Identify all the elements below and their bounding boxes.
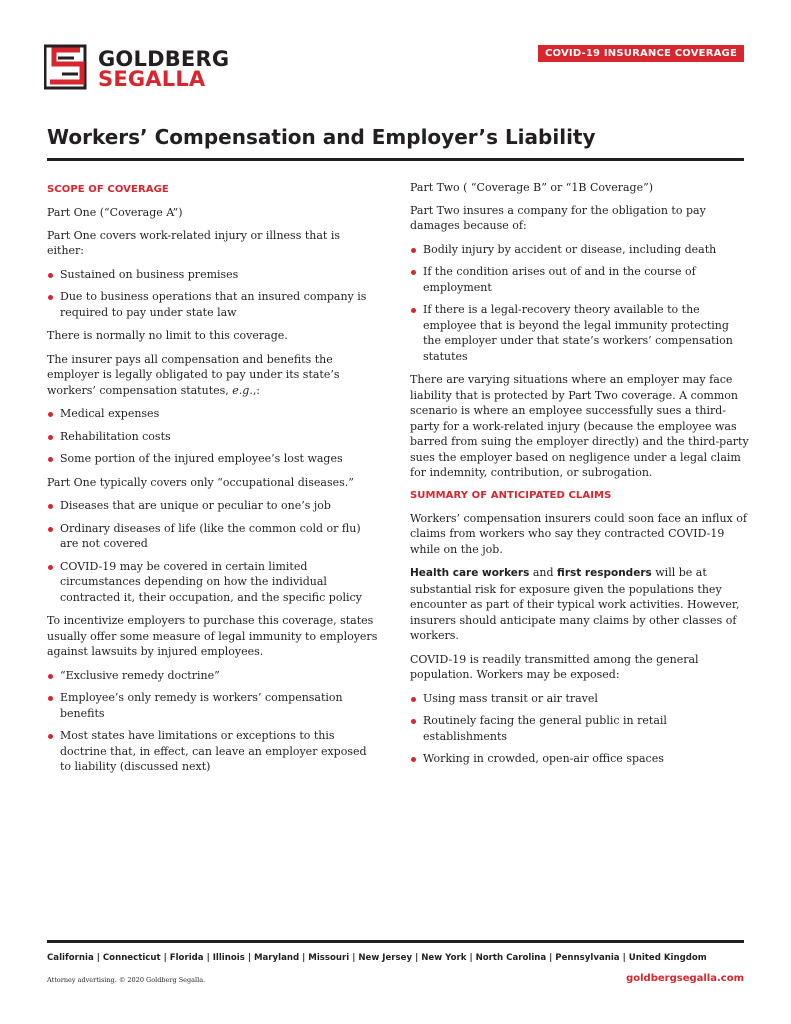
legal-notice: Attorney advertising. © 2020 Goldberg Segalla.	[47, 976, 206, 984]
list-item: Due to business operations that an insured company is required to pay under state law	[47, 289, 379, 320]
eg-text: e.g.	[232, 383, 253, 397]
left-column	[47, 180, 379, 783]
and-text: and	[529, 566, 558, 579]
list-item: COVID-19 may be covered in certain limited circumstances depending on how the individual contracted it, their occupation, and the specific policy	[47, 559, 379, 606]
gs-monogram-icon	[44, 44, 92, 92]
bullet-list-part-two	[410, 242, 750, 365]
section-heading-scope: SCOPE OF COVERAGE	[47, 184, 169, 195]
bullet-list-exposure	[410, 691, 750, 767]
paragraph-insurers-influx: Workers’ compensation insurers could soon face an influx of claims from workers who say they contracted COVID-19 while on the job.	[410, 511, 747, 556]
subheading-part-two: Part Two ( “Coverage B” or “1B Coverage”)	[410, 181, 653, 194]
paragraph-incentivize: To incentivize employers to purchase this coverage, states usually offer some measure of legal immunity to employers against lawsuits by injured employees.	[47, 614, 378, 658]
goldberg-segalla-logo	[44, 44, 244, 94]
paragraph-part-one-intro: Part One covers work-related injury or illness that is either:	[47, 228, 340, 257]
list-item: Using mass transit or air travel	[410, 691, 750, 707]
right-column	[410, 180, 750, 775]
paragraph-no-limit: There is normally no limit to this coverage.	[47, 329, 288, 342]
list-item: Ordinary diseases of life (like the common cold or flu) are not covered	[47, 521, 379, 552]
bullet-list-part-one	[47, 267, 379, 321]
website-link[interactable]: goldbergsegalla.com	[626, 973, 744, 984]
list-item: Diseases that are unique or peculiar to one’s job	[47, 498, 379, 514]
paragraph-occupational: Part One typically covers only “occupational diseases.”	[47, 475, 354, 489]
category-tag: COVID-19 INSURANCE COVERAGE	[538, 45, 744, 62]
list-item: If there is a legal-recovery theory available to the employee that is beyond the legal immunity protecting the employer under that state’s workers’ compensation statutes	[410, 302, 750, 364]
bold-first-responders: first responders	[557, 567, 652, 579]
list-item: Bodily injury by accident or disease, including death	[410, 242, 750, 258]
list-item: Employee’s only remedy is workers’ compensation benefits	[47, 690, 379, 721]
page-title: Workers’ Compensation and Employer’s Liability	[47, 125, 596, 149]
list-item: Working in crowded, open-air office spaces	[410, 751, 750, 767]
bullet-list-exclusive-remedy	[47, 668, 379, 775]
list-item: Medical expenses	[47, 406, 379, 422]
paragraph-part-two-intro: Part Two insures a company for the obligation to pay damages because of:	[410, 203, 706, 232]
paragraph-varying-situations: There are varying situations where an employer may face liability that is protected by Part Two coverage. A common scenario is where an employee successfully sues a third-party for a work-related injury (because the employee was barred from suing the employer directly) and the third-party sues the employer based on negligence under a legal claim for indemnity, contribution, or subrogation.	[410, 373, 749, 479]
paragraph-health-care	[410, 565, 750, 644]
section-heading-claims: SUMMARY OF ANTICIPATED CLAIMS	[410, 489, 612, 501]
list-item: “Exclusive remedy doctrine”	[47, 668, 379, 684]
logo-text-segalla: SEGALLA	[98, 67, 206, 91]
logo-text-goldberg: GOLDBERG	[98, 47, 230, 71]
bullet-list-benefits	[47, 406, 379, 467]
list-item: Most states have limitations or exceptions to this doctrine that, in effect, can leave an employer exposed to liability (discussed next)	[47, 728, 379, 775]
list-item: Routinely facing the general public in retail establishments	[410, 713, 750, 744]
list-item: Some portion of the injured employee’s lost wages	[47, 451, 379, 467]
list-item: Rehabilitation costs	[47, 429, 379, 445]
footer-divider	[47, 940, 744, 943]
list-item: Sustained on business premises	[47, 267, 379, 283]
subheading-part-one: Part One (“Coverage A”)	[47, 206, 183, 219]
health-care-rest: will be at substantial risk for exposure given the populations they encounter as part of their typical work activities. However, insurers should anticipate many claims by other classes of workers.	[410, 566, 740, 642]
paragraph-insurer-pays	[47, 352, 379, 399]
paragraph-transmitted: COVID-19 is readily transmitted among the general population. Workers may be exposed:	[410, 652, 699, 681]
bullet-list-diseases	[47, 498, 379, 605]
office-locations: California | Connecticut | Florida | Illinois | Maryland | Missouri | New Jersey | New York | North Carolina | Pennsylvania | United Kingdom	[47, 953, 707, 963]
list-item: If the condition arises out of and in the course of employment	[410, 264, 750, 295]
title-divider	[47, 158, 744, 161]
insurer-text: The insurer pays all compensation and benefits the employer is legally obligated to pay under its state’s workers’ compensation statutes,	[47, 352, 340, 397]
bold-health-care-workers: Health care workers	[410, 567, 530, 579]
insurer-text-end: ,:	[252, 383, 261, 397]
